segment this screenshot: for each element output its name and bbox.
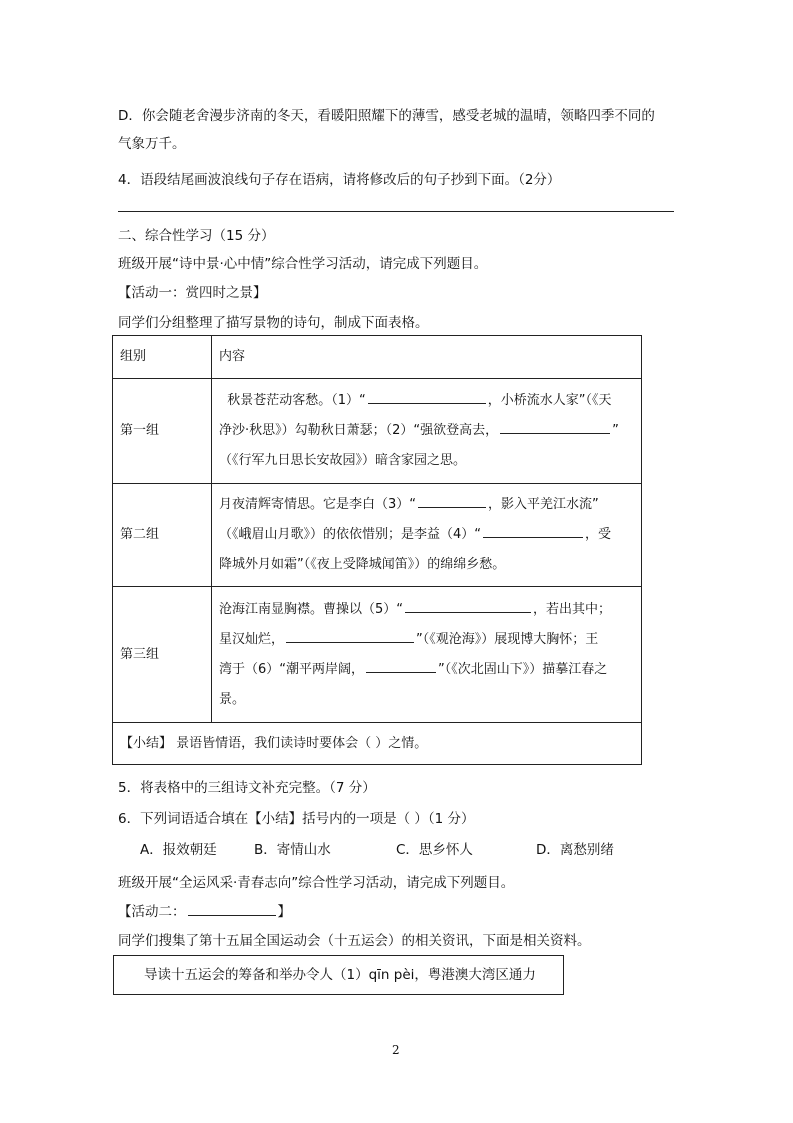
group-cell: 第一组 bbox=[113, 379, 212, 484]
table-summary-row bbox=[113, 723, 642, 765]
option-b[interactable]: B．寄情山水 bbox=[254, 842, 331, 858]
table-row bbox=[113, 484, 642, 587]
question-d-line1: D．你会随老舍漫步济南的冬天，看暖阳照耀下的薄雪，感受老城的温晴，领略四季不同的 bbox=[118, 108, 655, 124]
answer-blank-5[interactable] bbox=[405, 611, 531, 613]
content-cell: 秋景苍茫动客愁。（1）“ ，小桥流水人家”（《天 净沙·秋思》）勾勒秋日萧瑟；（2）“强欲登高去， ” （《行军九日思长安故园》）暗含家园之思。 bbox=[212, 379, 642, 484]
answer-rule bbox=[118, 211, 674, 212]
table-row bbox=[113, 587, 642, 723]
content-cell: 月夜清辉寄情思。它是李白（3）“ ，影入平羌江水流” （《峨眉山月歌》）的依依惜别；是李益（4）“ ，受 降城外月如霜”（《夜上受降城闻笛》）的绵绵乡愁。 bbox=[212, 484, 642, 587]
materials-intro: 同学们搜集了第十五届全国运动会（十五运会）的相关资讯，下面是相关资料。 bbox=[118, 933, 591, 949]
table-row bbox=[113, 379, 642, 484]
activity2-blank[interactable] bbox=[188, 914, 276, 916]
table-intro: 同学们分组整理了描写景物的诗句，制成下面表格。 bbox=[118, 315, 429, 331]
answer-blank-1[interactable] bbox=[368, 402, 486, 404]
summary-cell: 【小结】 景语皆情语，我们读诗时要体会（ ）之情。 bbox=[113, 723, 642, 765]
question-d-line2: 气象万千。 bbox=[118, 136, 186, 152]
option-d[interactable]: D．离愁别绪 bbox=[536, 842, 614, 858]
question-6: 6．下列词语适合填在【小结】括号内的一项是（ ）（1 分） bbox=[118, 811, 475, 827]
reading-material-box: 导读十五运会的筹备和举办令人（1）qīn pèi，粤港澳大湾区通力 bbox=[113, 955, 564, 995]
question-5: 5．将表格中的三组诗文补充完整。（7 分） bbox=[118, 780, 376, 796]
activity1-heading: 【活动一：赏四时之景】 bbox=[118, 285, 267, 301]
header-content: 内容 bbox=[212, 336, 642, 379]
answer-blank-2[interactable] bbox=[500, 432, 610, 434]
section2b-intro: 班级开展“全运风采·青春志向”综合性学习活动，请完成下列题目。 bbox=[118, 875, 515, 891]
answer-blank-5b[interactable] bbox=[286, 641, 414, 643]
activity2-heading: 【活动二： 】 bbox=[118, 904, 291, 920]
section2-intro: 班级开展“诗中景·心中情”综合性学习活动，请完成下列题目。 bbox=[118, 256, 488, 272]
answer-blank-4[interactable] bbox=[483, 536, 583, 538]
option-a[interactable]: A．报效朝廷 bbox=[140, 842, 217, 858]
group-cell: 第三组 bbox=[113, 587, 212, 723]
section2-title: 二、综合性学习（15 分） bbox=[118, 228, 275, 244]
question-4: 4．语段结尾画波浪线句子存在语病，请将修改后的句子抄到下面。（2分） bbox=[118, 172, 561, 188]
poem-table bbox=[112, 335, 642, 765]
group-cell: 第二组 bbox=[113, 484, 212, 587]
content-cell: 沧海江南显胸襟。曹操以（5）“ ，若出其中； 星汉灿烂， ”（《观沧海》）展现博大胸怀；王 湾于（6）“潮平两岸阔， ”（《次北固山下》）描摹江春之 景。 bbox=[212, 587, 642, 723]
page-number: 2 bbox=[392, 1043, 400, 1057]
answer-blank-6[interactable] bbox=[366, 671, 436, 673]
answer-blank-3[interactable] bbox=[418, 506, 486, 508]
table-header-row bbox=[113, 336, 642, 379]
option-c[interactable]: C．思乡怀人 bbox=[396, 842, 473, 858]
header-group: 组别 bbox=[113, 336, 212, 379]
